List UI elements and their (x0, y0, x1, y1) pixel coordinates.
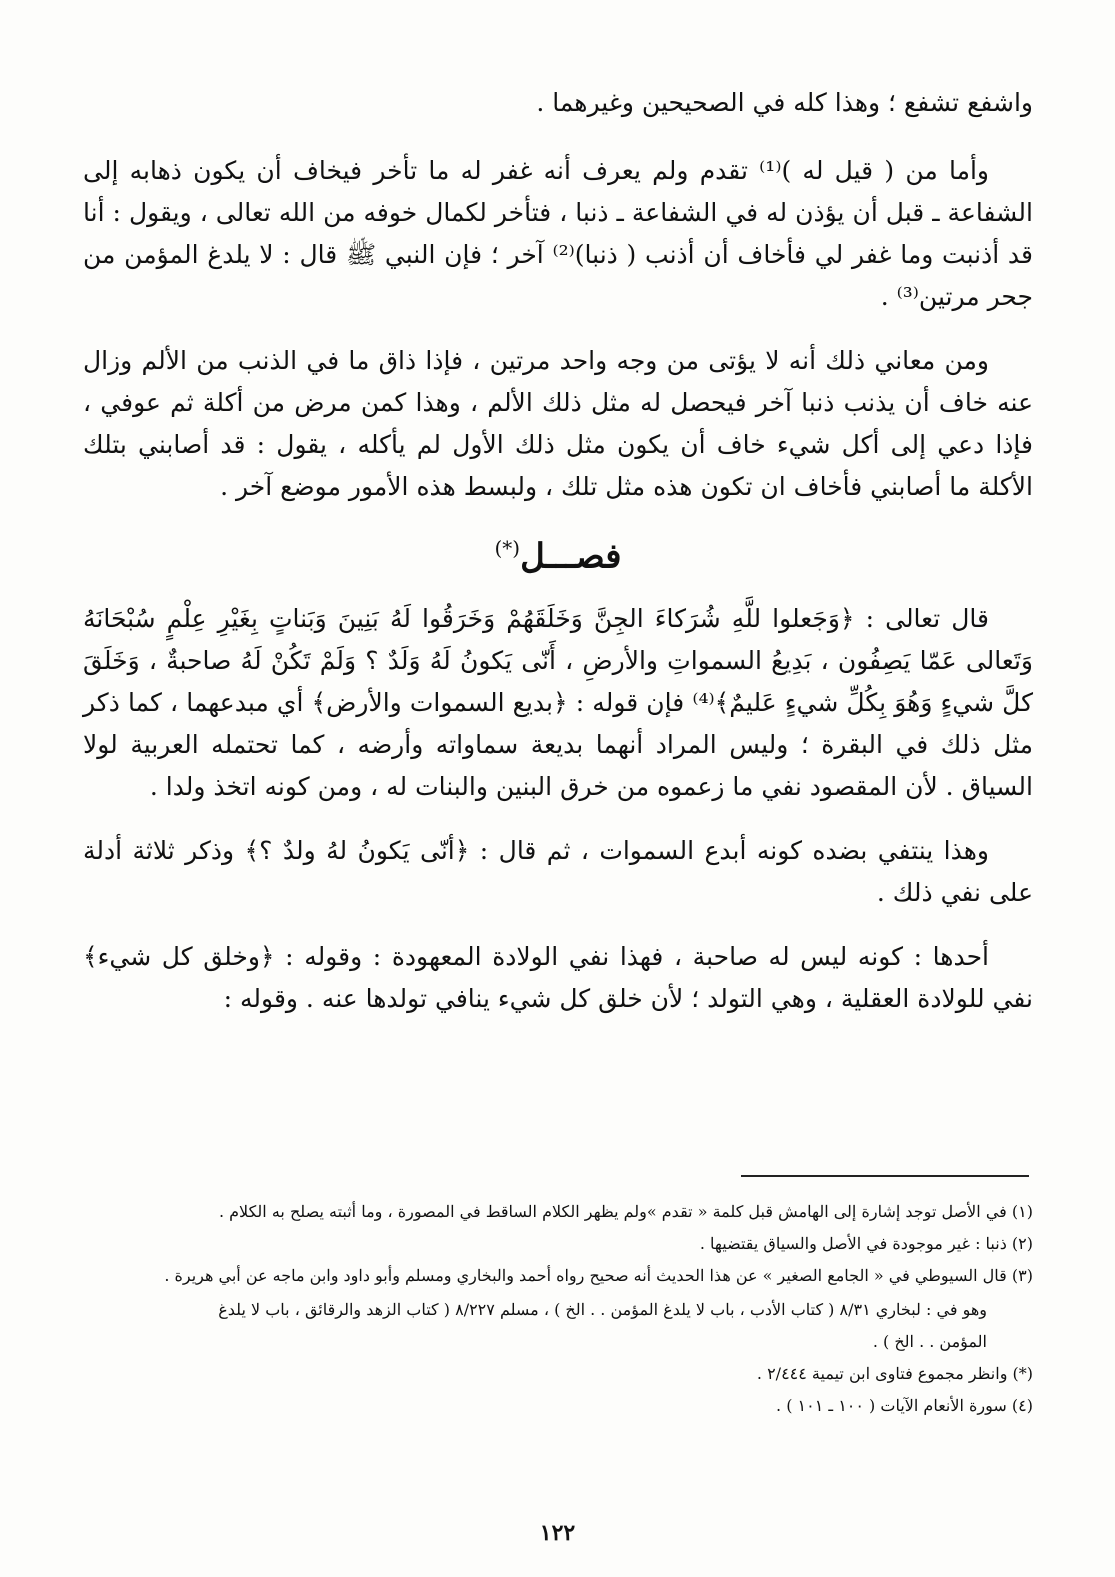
page-number: ١٢٢ (539, 1520, 576, 1546)
footnote-3-continued: وهو في : لبخاري ٨/٣١ ( كتاب الأدب ، باب لا يلدغ المؤمن . . الخ ) ، مسلم ٨/٢٢٧ ( كتاب الزهد والرقائق ، باب لا يلدغ (218, 1300, 987, 1319)
footnote-3-continued-end: المؤمن . . الخ ) . (872, 1332, 987, 1351)
main-text (83, 82, 1033, 1020)
footnote-3: (٣) قال السيوطي في « الجامع الصغير » عن هذا الحديث أنه صحيح رواه أحمد والبخاري ومسلم وأبو داود وابن ماجه عن أبي هريرة . (164, 1266, 1033, 1285)
footnote-2: (٢) ذنبا : غير موجودة في الأصل والسياق يقتضيها . (699, 1234, 1033, 1253)
section-heading-footnote-mark: (*) (494, 536, 521, 560)
footnote-star: (*) وانظر مجموع فتاوى ابن تيمية ٢/٤٤٤ . (756, 1364, 1033, 1383)
section-heading-title: فصـــل (520, 536, 622, 577)
section-heading (83, 528, 1033, 576)
paragraph-4: قال تعالى : ﴿وَجَعلوا للَّهِ شُرَكاءَ الجِنَّ وَخَلَقَهُمْ وَخَرَقُوا لَهُ بَنِينَ وَبَناتٍ بِغَيْرِ عِلْمٍ سُبْحَانَهُ وَتَعالى عَمّا يَصِفُون ، بَدِيعُ السمواتِ والأرضِ ، أَنّى يَكونُ لَهُ وَلَدٌ ؟ وَلَمْ تَكُنْ لَهُ صاحبةٌ ، وَخَلَقَ كلَّ شيءٍ وَهُوَ بِكُلِّ شيءٍ عَليمٌ﴾⁽⁴⁾ فإن قوله : ﴿بديع السموات والأرض﴾ أي مبدعهما ، كما ذكر مثل ذلك في البقرة ؛ وليس المراد أنهما بديعة سماواته وأرضه ، كما تحتمله العربية لولا السياق . لأن المقصود نفي ما زعموه من خرق البنين والبنات له ، ومن كونه اتخذ ولدا . (83, 604, 1033, 802)
footnote-1: (١) في الأصل توجد إشارة إلى الهامش قبل كلمة « تقدم »ولم يظهر الكلام الساقط في المصورة ، وما أثبته يصلح به الكلام . (218, 1202, 1033, 1221)
paragraph-1: واشفع تشفع ؛ وهذا كله في الصحيحين وغيرهما . (536, 88, 1033, 117)
footnote-4: (٤) سورة الأنعام الآيات ( ١٠٠ ـ ١٠١ ) . (776, 1396, 1033, 1415)
paragraph-5: وهذا ينتفي بضده كونه أبدع السموات ، ثم قال : ﴿أنّى يَكونُ لهُ ولدٌ ؟﴾ وذكر ثلاثة أدلة على نفي ذلك . (83, 836, 1033, 908)
paragraph-3: ومن معاني ذلك أنه لا يؤتى من وجه واحد مرتين ، فإذا ذاق ما في الذنب من الألم وزال عنه خاف أن يذنب ذنبا آخر فيحصل له مثل ذلك الألم ، وهذا كمن مرض من أكلة ثم عوفي ، فإذا دعي إلى أكل شيء خاف أن يكون مثل ذلك الأول لم يأكله ، يقول : قد أصابني بتلك الأكلة ما أصابني فأخاف ان تكون هذه مثل تلك ، ولبسط هذه الأمور موضع آخر . (83, 346, 1033, 501)
paragraph-6: أحدها : كونه ليس له صاحبة ، فهذا نفي الولادة المعهودة : وقوله : ﴿وخلق كل شيء﴾ نفي للولادة العقلية ، وهي التولد ؛ لأن خلق كل شيء ينافي تولدها عنه . وقوله : (83, 942, 1033, 1014)
footnote-divider (741, 1175, 1029, 1177)
paragraph-2: وأما من ( قيل له )⁽¹⁾ تقدم ولم يعرف أنه غفر له ما تأخر فيخاف أن يكون ذهابه إلى الشفاعة ـ قبل أن يؤذن له في الشفاعة ـ ذنبا ، فتأخر لكمال خوفه من الله تعالى ، ويقول : أنا قد أذنبت وما غفر لي فأخاف أن أذنب ( ذنبا)⁽²⁾ آخر ؛ فإن النبي ﷺ قال : لا يلدغ المؤمن من جحر مرتين⁽³⁾ . (83, 156, 1033, 311)
footnotes (83, 1198, 1033, 1424)
